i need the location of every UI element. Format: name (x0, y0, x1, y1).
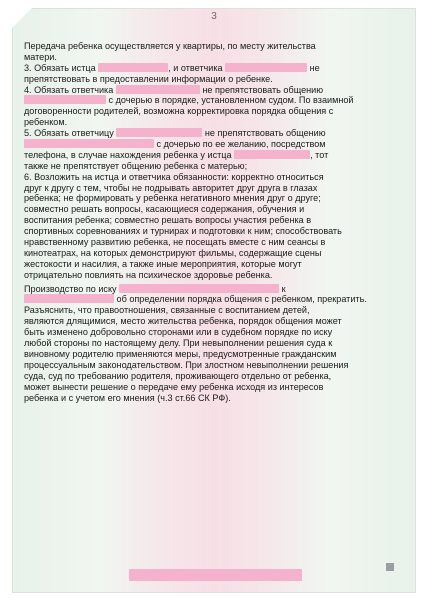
corner-mark (386, 563, 394, 571)
redaction-mark (24, 139, 154, 148)
text-line: может вынести решение о передаче ему ребенка исходя из интересов (24, 381, 324, 392)
text-line: об определении порядка общения с ребенком, прекратить. (24, 294, 404, 305)
text-line: 4. Обязать ответчика не препятствовать общению (24, 84, 324, 95)
text-line: совместно решать вопросы, касающиеся содержания, обучения и (24, 204, 305, 215)
text-line: с дочерью в порядке, установленном судом. По взаимной (24, 95, 404, 106)
text-line: кинотеатрах, на которых демонстрируют фильмы, содержащие сцены (24, 247, 322, 258)
redaction-mark (119, 284, 279, 293)
page-number: 3 (211, 11, 217, 22)
text-line: ребенка и с учетом его мнения (ч.3 ст.66 СК РФ). (24, 392, 231, 403)
text-line: друг к другу с тем, чтобы не подрывать авторитет друг друга в глазах (24, 182, 318, 193)
text-line: процессуальным законодательством. При злостном невыполнении решения (24, 359, 349, 370)
text-line: любой стороны по настоящему делу. При невыполнении решения суда к (24, 338, 333, 349)
text-line: также не препятствует общению ребенка с матерью; (24, 160, 248, 171)
text-line: матери. (24, 51, 57, 62)
text-line: воспитания ребенка; совместно решать вопросы участия ребенка в (24, 215, 312, 226)
redaction-mark (24, 95, 106, 104)
text-line: 3. Обязать истца , и ответчика не (24, 62, 320, 73)
text-line: 5. Обязать ответчицу не препятствовать общению (24, 128, 326, 139)
text-line: телефона, в случае нахождения ребенка у истца , тот (24, 149, 329, 160)
text-line: жестокости и насилия, а также иные мероприятия, которые могут (24, 258, 302, 269)
text-line: ребенка; не формировать у ребенка негативного мнения друг о друге; (24, 193, 321, 204)
text-line: спортивных соревнованиях и турнирах и подготовки к ним; способствовать (24, 226, 342, 237)
document-page (12, 8, 416, 593)
text-line: виновному родителю применяются меры, предусмотренные гражданским (24, 348, 337, 359)
text-line: Разъяснить, что правоотношения, связанные с воспитанием детей, (24, 305, 310, 316)
footer-redaction-mark (129, 569, 302, 581)
redaction-mark (24, 294, 114, 303)
text-line: нравственному развитию ребенка, не посещать вместе с ним сеансы в (24, 237, 326, 248)
text-line: являются длящимися, место жительства ребенка, порядок общения может (24, 316, 342, 327)
redaction-mark (225, 63, 307, 72)
text-line: быть изменено добровольно сторонами или в судебном порядке по иску (24, 327, 333, 338)
document-body (24, 41, 404, 403)
text-line: договоренности родителей, возможна корректировка порядка общения с (24, 106, 334, 117)
text-line: Производство по иску к (24, 283, 286, 294)
text-line: с дочерью по ее желанию, посредством (24, 139, 404, 150)
text-line: отрицательно повлиять на психическое здоровье ребенка. (24, 269, 273, 280)
text-line: суда, суд по требованию родителя, проживающего отдельно от ребенка, (24, 370, 332, 381)
redaction-mark (116, 128, 202, 137)
text-line: ребенком. (24, 117, 68, 128)
text-line: препятствовать в предоставлении информации о ребенке. (24, 73, 273, 84)
text-line: Передача ребенка осуществляется у квартиры, по месту жительства (24, 41, 316, 51)
redaction-mark (116, 85, 200, 94)
redaction-mark (98, 63, 168, 72)
text-line: 6. Возложить на истца и ответчика обязанности: корректно относиться (24, 171, 324, 182)
redaction-mark (234, 150, 310, 159)
